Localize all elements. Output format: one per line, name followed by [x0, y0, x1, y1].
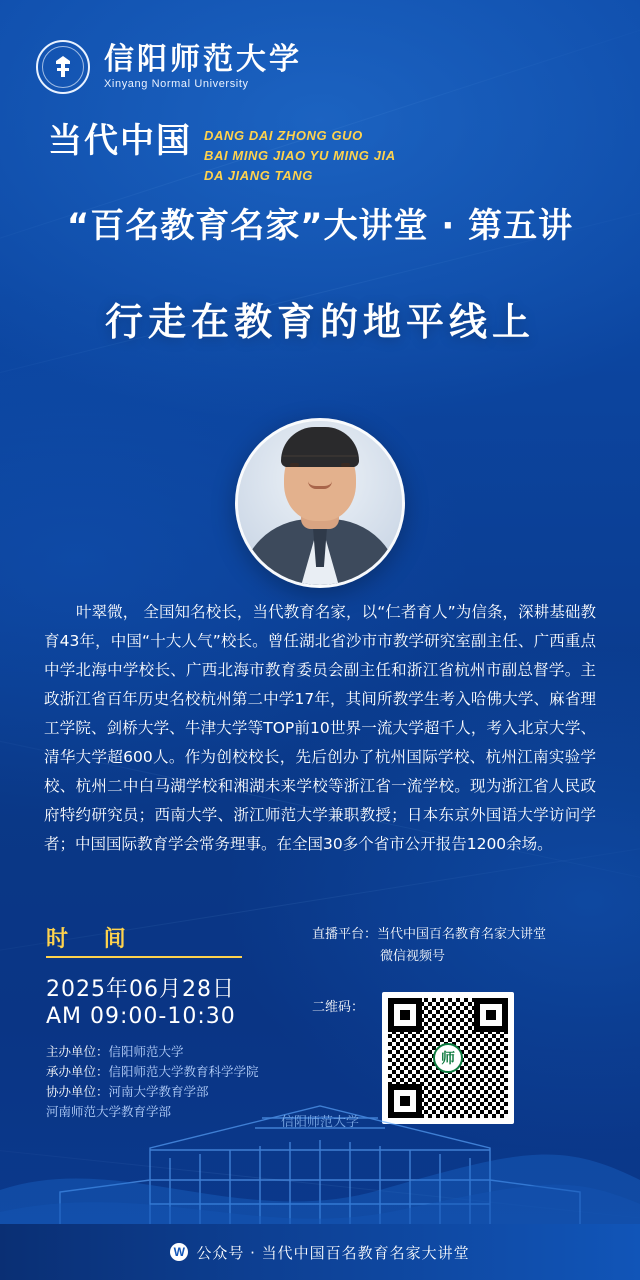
list-item: 河南师范大学教育学部 — [46, 1104, 172, 1119]
wave-decoration — [0, 1120, 640, 1240]
speaker-portrait — [235, 418, 405, 588]
list-item: 承办单位：信阳师范大学教育科学学院 — [46, 1064, 259, 1079]
live-platform-value-2: 微信视频号 — [380, 949, 446, 964]
list-item: 主办单位：信阳师范大学 — [46, 1044, 184, 1059]
svg-text:信阳师范大学: 信阳师范大学 — [280, 1115, 360, 1130]
wechat-icon: W — [170, 1243, 188, 1261]
time-divider — [46, 956, 242, 958]
title-block — [0, 122, 640, 346]
live-platform-value: 当代中国百名教育名家大讲堂 — [377, 927, 547, 942]
footer-text: 公众号 · 当代中国百名教育名家大讲堂 — [196, 1243, 470, 1262]
series-title-cn: 当代中国 — [48, 121, 192, 161]
series-title-pinyin — [204, 122, 396, 186]
time-label: 时 间 — [46, 927, 140, 952]
speaker-bio: 叶翠微， 全国知名校长，当代教育名家，以“仁者育人”为信条，深耕基础教育43年，中国“十大人气”校长。曾任湖北省沙市市教学研究室副主任、广西重点中学北海中学校长、广西北海市教育委员会副主任和浙江省杭州市副总督学。主政浙江省百年历史名校杭州第二中学17年，其间所教学生考入哈佛大学、麻省理工学院、剑桥大学、牛津大学等TOP前10世界一流大学超千人，考入北京大学、清华大学超600人。作为创校校长，先后创办了杭州国际学校、杭州江南实验学校、杭州二中白马湖学校和湘湖未来学校等浙江省一流学校。现为浙江省人民政府特约研究员；西南大学、浙江师范大学兼职教授；日本东京外国语大学访问学者；中国国际教育学会常务理事。在全国30多个省市公开报告1200余场。 — [44, 603, 596, 853]
live-platform — [312, 924, 546, 968]
qr-label: 二维码： — [312, 1000, 365, 1015]
list-item: 协办单位：河南大学教育学部 — [46, 1084, 209, 1099]
footer-bar — [0, 1224, 640, 1280]
series-subtitle: “百名教育名家”大讲堂 · 第五讲 — [66, 206, 574, 247]
pinyin-line-3: DA JIANG TANG — [204, 168, 313, 184]
brand-logo — [36, 40, 302, 94]
lecture-title: 行走在教育的地平线上 — [104, 300, 535, 345]
qr-code-icon[interactable]: 师 — [382, 992, 514, 1124]
event-hours: AM 09:00-10:30 — [46, 1004, 236, 1029]
live-platform-label: 直播平台： — [312, 927, 378, 942]
event-date: 2025年06月28日 — [46, 977, 235, 1002]
university-crest-icon — [36, 40, 90, 94]
pinyin-line-1: DANG DAI ZHONG GUO — [204, 128, 363, 143]
brand-name-cn: 信阳师范大学 — [104, 41, 302, 77]
pinyin-line-2: BAI MING JIAO YU MING JIA — [204, 148, 396, 164]
brand-name-en: Xinyang Normal University — [104, 78, 249, 91]
